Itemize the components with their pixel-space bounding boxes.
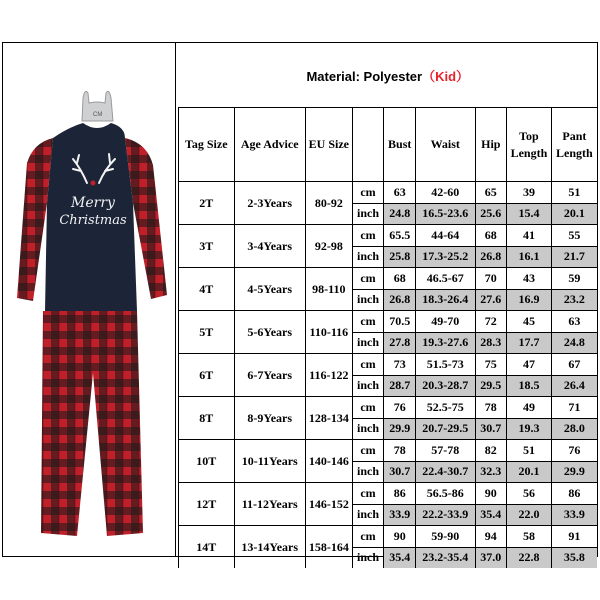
hip-inch-cell: 29.5 [475,375,507,397]
unit-cm-cell: cm [352,440,384,462]
age-advice-cell: 2-3Years [234,182,305,225]
waist-inch-cell: 22.4-30.7 [416,461,475,483]
hip-inch-cell: 35.4 [475,504,507,526]
age-advice-cell: 3-4Years [234,225,305,268]
shirt-print-line1: Merry [71,195,115,211]
tag-size-cell: 5T [179,311,235,354]
pant-inch-cell: 24.8 [551,332,597,354]
waist-inch-cell: 19.3-27.6 [416,332,475,354]
waist-cm-cell: 44-64 [416,225,475,247]
eu-size-cell: 116-122 [305,354,352,397]
unit-inch-cell: inch [352,461,384,483]
waist-cm-cell: 57-78 [416,440,475,462]
top-inch-cell: 16.9 [507,289,552,311]
header-tag-size: Tag Size [179,108,235,182]
pant-cm-cell: 91 [551,526,597,548]
top-inch-cell: 17.7 [507,332,552,354]
header-unit [352,108,384,182]
bust-cm-cell: 76 [384,397,416,419]
tag-size-cell: 10T [179,440,235,483]
top-cm-cell: 43 [507,268,552,290]
size-row-cm [179,526,598,548]
unit-cm-cell: cm [352,268,384,290]
waist-inch-cell: 20.7-29.5 [416,418,475,440]
tag-size-cell: 4T [179,268,235,311]
eu-size-cell: 146-152 [305,483,352,526]
bust-cm-cell: 63 [384,182,416,204]
eu-size-cell: 92-98 [305,225,352,268]
bust-inch-cell: 26.8 [384,289,416,311]
top-inch-cell: 22.8 [507,547,552,568]
header-age-advice: Age Advice [234,108,305,182]
eu-size-cell: 128-134 [305,397,352,440]
pant-inch-cell: 33.9 [551,504,597,526]
bust-cm-cell: 70.5 [384,311,416,333]
eu-size-cell: 140-146 [305,440,352,483]
hip-inch-cell: 30.7 [475,418,507,440]
pants [41,311,143,536]
bow-graphic [91,181,96,186]
hip-inch-cell: 25.6 [475,203,507,225]
size-row-cm [179,225,598,247]
pant-inch-cell: 29.9 [551,461,597,483]
top-cm-cell: 51 [507,440,552,462]
unit-cm-cell: cm [352,483,384,505]
table-title [179,43,598,108]
header-eu-size: EU Size [305,108,352,182]
age-advice-cell: 11-12Years [234,483,305,526]
header-waist: Waist [416,108,475,182]
waist-inch-cell: 23.2-35.4 [416,547,475,568]
unit-cm-cell: cm [352,354,384,376]
pant-inch-cell: 23.2 [551,289,597,311]
tag-size-cell: 8T [179,397,235,440]
age-advice-cell: 5-6Years [234,311,305,354]
bust-cm-cell: 90 [384,526,416,548]
age-advice-cell: 4-5Years [234,268,305,311]
pajama-product-image [3,43,176,556]
hip-inch-cell: 26.8 [475,246,507,268]
pant-inch-cell: 28.0 [551,418,597,440]
size-table [178,43,597,568]
age-advice-cell: 8-9Years [234,397,305,440]
title-suffix: （Kid） [422,68,470,84]
unit-cm-cell: cm [352,526,384,548]
unit-cm-cell: cm [352,182,384,204]
age-advice-cell: 10-11Years [234,440,305,483]
mannequin-tag-text: CM [93,112,103,118]
bust-inch-cell: 35.4 [384,547,416,568]
unit-cm-cell: cm [352,311,384,333]
pant-cm-cell: 55 [551,225,597,247]
waist-inch-cell: 16.5-23.6 [416,203,475,225]
size-row-cm [179,397,598,419]
title-prefix: Material: Polyester [306,68,423,84]
top-cm-cell: 49 [507,397,552,419]
eu-size-cell: 110-116 [305,311,352,354]
hip-cm-cell: 75 [475,354,507,376]
waist-cm-cell: 46.5-67 [416,268,475,290]
hip-cm-cell: 94 [475,526,507,548]
product-image-panel [3,43,176,556]
size-row-cm [179,268,598,290]
size-row-cm [179,182,598,204]
size-row-cm [179,354,598,376]
bust-inch-cell: 29.9 [384,418,416,440]
size-row-cm [179,311,598,333]
hip-inch-cell: 32.3 [475,461,507,483]
age-advice-cell: 13-14Years [234,526,305,569]
tag-size-cell: 2T [179,182,235,225]
shirt-print-line2: Christmas [59,213,127,228]
waist-cm-cell: 49-70 [416,311,475,333]
hip-inch-cell: 27.6 [475,289,507,311]
waist-inch-cell: 20.3-28.7 [416,375,475,397]
age-advice-cell: 6-7Years [234,354,305,397]
pant-cm-cell: 63 [551,311,597,333]
hip-inch-cell: 37.0 [475,547,507,568]
bust-inch-cell: 28.7 [384,375,416,397]
tag-size-cell: 12T [179,483,235,526]
top-inch-cell: 18.5 [507,375,552,397]
size-chart-frame [2,42,598,565]
unit-inch-cell: inch [352,289,384,311]
header-pant-length: Pant Length [551,108,597,182]
top-cm-cell: 56 [507,483,552,505]
waist-inch-cell: 22.2-33.9 [416,504,475,526]
top-cm-cell: 41 [507,225,552,247]
waist-cm-cell: 52.5-75 [416,397,475,419]
eu-size-cell: 98-110 [305,268,352,311]
waist-cm-cell: 42-60 [416,182,475,204]
hip-cm-cell: 82 [475,440,507,462]
top-cm-cell: 45 [507,311,552,333]
bust-cm-cell: 73 [384,354,416,376]
header-hip: Hip [475,108,507,182]
hip-inch-cell: 28.3 [475,332,507,354]
size-row-cm [179,483,598,505]
bust-inch-cell: 30.7 [384,461,416,483]
pant-inch-cell: 35.8 [551,547,597,568]
pant-cm-cell: 76 [551,440,597,462]
top-cm-cell: 58 [507,526,552,548]
unit-inch-cell: inch [352,246,384,268]
top-inch-cell: 15.4 [507,203,552,225]
unit-inch-cell: inch [352,504,384,526]
hip-cm-cell: 90 [475,483,507,505]
hip-cm-cell: 70 [475,268,507,290]
unit-inch-cell: inch [352,332,384,354]
hip-cm-cell: 78 [475,397,507,419]
size-row-cm [179,440,598,462]
pant-inch-cell: 20.1 [551,203,597,225]
pant-cm-cell: 71 [551,397,597,419]
hip-cm-cell: 68 [475,225,507,247]
bust-inch-cell: 33.9 [384,504,416,526]
pant-cm-cell: 67 [551,354,597,376]
tag-size-cell: 6T [179,354,235,397]
top-inch-cell: 22.0 [507,504,552,526]
pant-cm-cell: 59 [551,268,597,290]
pant-cm-cell: 51 [551,182,597,204]
waist-cm-cell: 56.5-86 [416,483,475,505]
eu-size-cell: 158-164 [305,526,352,569]
header-bust: Bust [384,108,416,182]
unit-cm-cell: cm [352,225,384,247]
bust-inch-cell: 24.8 [384,203,416,225]
top-inch-cell: 16.1 [507,246,552,268]
unit-inch-cell: inch [352,203,384,225]
waist-cm-cell: 59-90 [416,526,475,548]
tag-size-cell: 14T [179,526,235,569]
top-cm-cell: 47 [507,354,552,376]
unit-inch-cell: inch [352,547,384,568]
bust-cm-cell: 65.5 [384,225,416,247]
bust-cm-cell: 68 [384,268,416,290]
bust-cm-cell: 86 [384,483,416,505]
hip-cm-cell: 72 [475,311,507,333]
eu-size-cell: 80-92 [305,182,352,225]
top-inch-cell: 20.1 [507,461,552,483]
top-cm-cell: 39 [507,182,552,204]
bust-inch-cell: 25.8 [384,246,416,268]
pant-inch-cell: 26.4 [551,375,597,397]
waist-inch-cell: 17.3-25.2 [416,246,475,268]
title-row [179,43,598,108]
unit-inch-cell: inch [352,418,384,440]
waist-cm-cell: 51.5-73 [416,354,475,376]
pant-inch-cell: 21.7 [551,246,597,268]
pant-cm-cell: 86 [551,483,597,505]
top-inch-cell: 19.3 [507,418,552,440]
hip-cm-cell: 65 [475,182,507,204]
bust-inch-cell: 27.8 [384,332,416,354]
header-top-length: Top Length [507,108,552,182]
header-row [179,108,598,182]
waist-inch-cell: 18.3-26.4 [416,289,475,311]
unit-cm-cell: cm [352,397,384,419]
bust-cm-cell: 78 [384,440,416,462]
unit-inch-cell: inch [352,375,384,397]
tag-size-cell: 3T [179,225,235,268]
